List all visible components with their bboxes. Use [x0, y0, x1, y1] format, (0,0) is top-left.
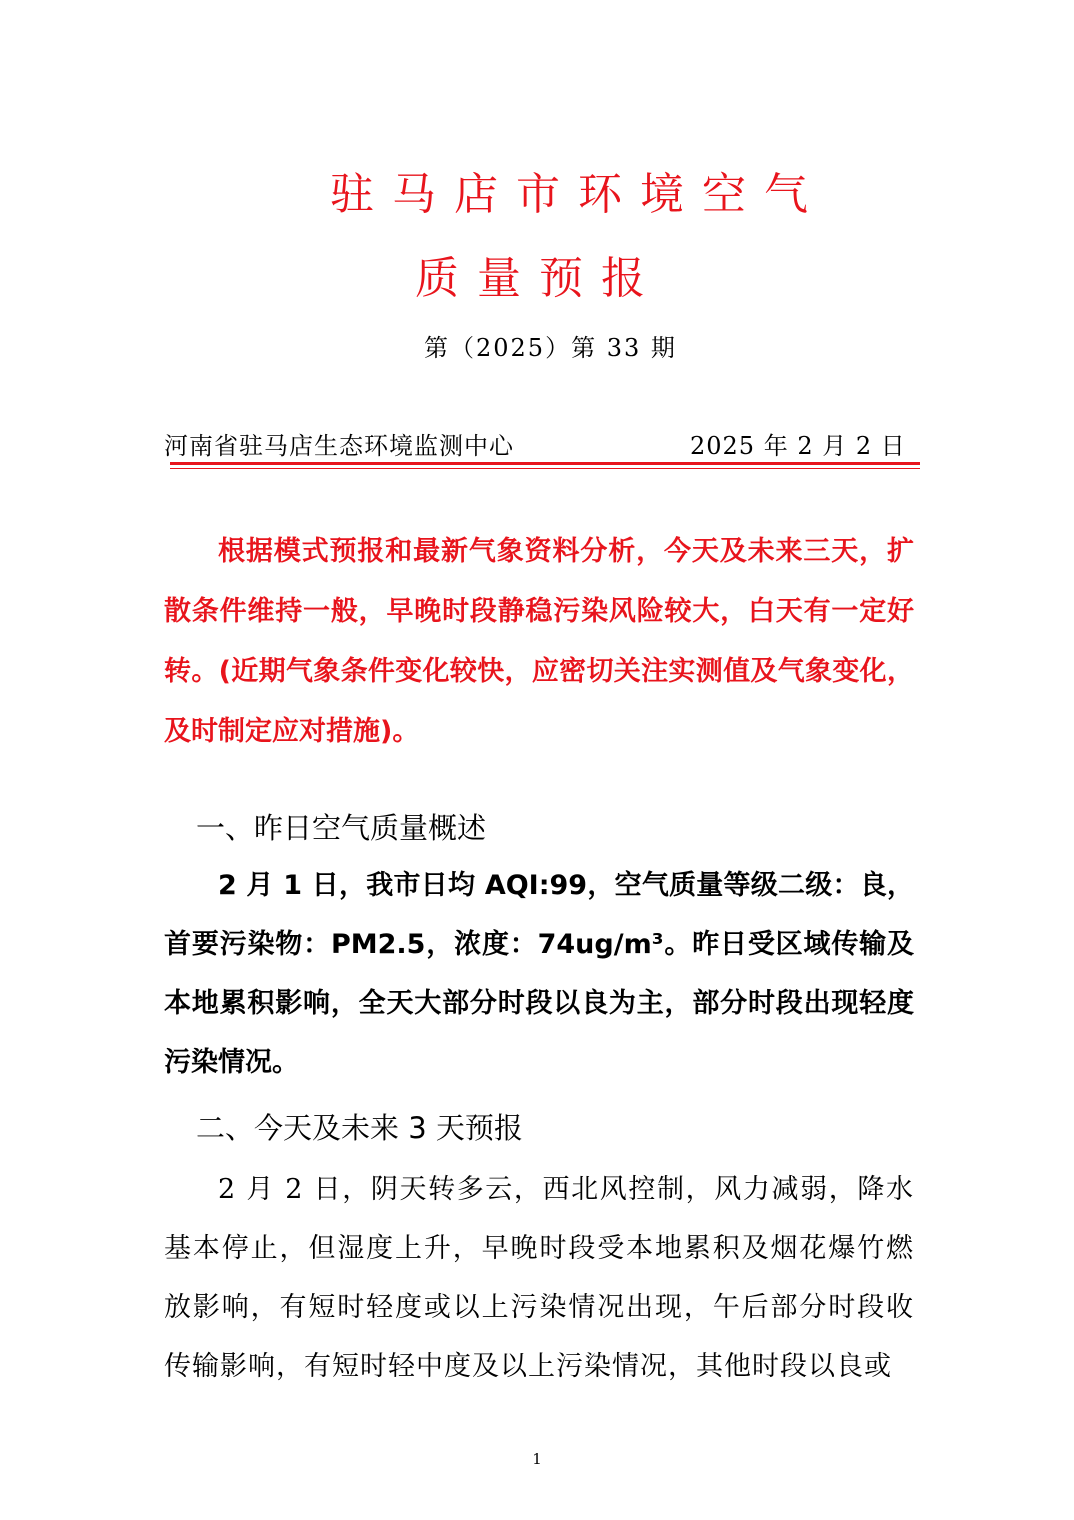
page-number: 1	[532, 1450, 542, 1468]
section-heading-forecast: 二、今天及未来 3 天预报	[196, 1111, 523, 1145]
section-body-yesterday: 2 月 1 日，我市日均 AQI:99，空气质量等级二级：良，首要污染物：PM2.5，浓度：74ug/m³。昨日受区域传输及本地累积影响，全天大部分时段以良为主，部分时段出现轻度污染情况。	[164, 870, 914, 1078]
document-title-line-1: 驻马店市环境空气	[330, 169, 826, 220]
header-divider-thin	[170, 468, 920, 469]
header-divider-thick	[170, 462, 920, 465]
document-title-line-2: 质量预报	[415, 253, 663, 304]
section-body-forecast: 2 月 2 日，阴天转多云，西北风控制，风力减弱，降水基本停止，但湿度上升，早晚时段受本地累积及烟花爆竹燃放影响，有短时轻度或以上污染情况出现，午后部分时段收传输影响，有短时轻中度及以上污染情况，其他时段以良或	[164, 1174, 914, 1382]
forecast-summary: 根据模式预报和最新气象资料分析，今天及未来三天，扩散条件维持一般，早晚时段静稳污染风险较大，白天有一定好转。(近期气象条件变化较快，应密切关注实测值及气象变化，及时制定应对措施)。	[164, 536, 914, 747]
issuing-organization: 河南省驻马店生态环境监测中心	[164, 432, 514, 460]
issue-date: 2025 年 2 月 2 日	[690, 432, 906, 460]
issue-number: 第（2025）第 33 期	[424, 334, 677, 362]
section-heading-yesterday: 一、昨日空气质量概述	[196, 811, 487, 845]
